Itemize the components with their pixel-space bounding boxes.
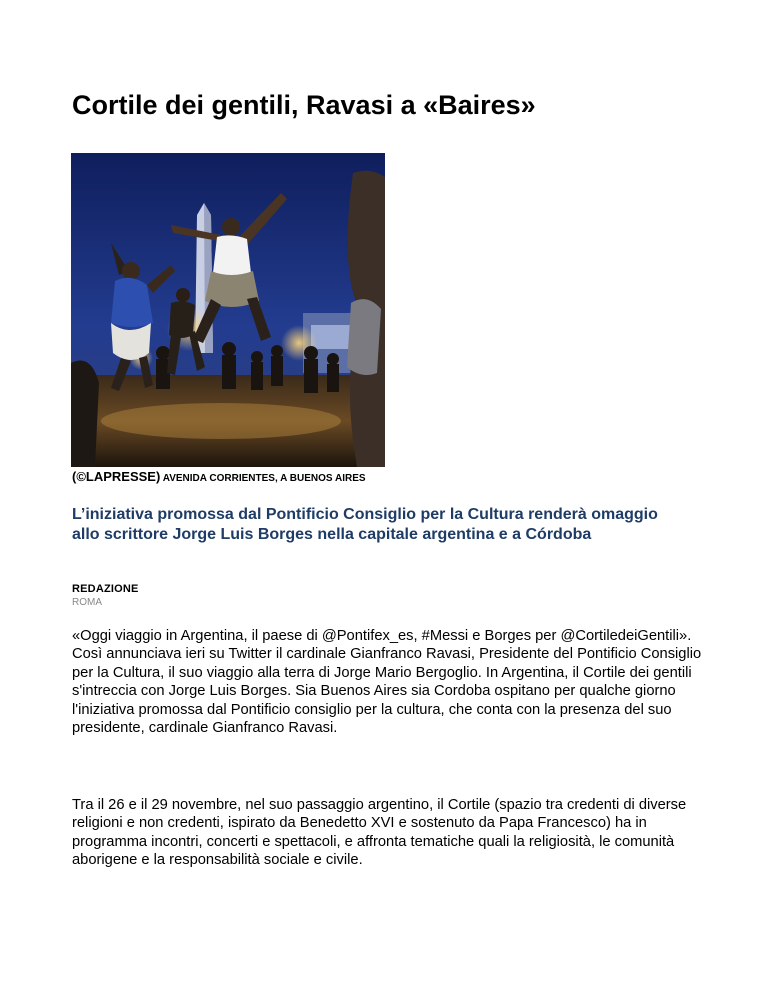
article-subtitle: L’iniziativa promossa dal Pontificio Consiglio per la Cultura renderà omaggio allo scrittore Jorge Luis Borges nella capitale argentina e a Córdoba bbox=[72, 506, 658, 543]
article-paragraph-2: Tra il 26 e il 29 novembre, nel suo passaggio argentino, il Cortile (spazio tra credenti di diverse religioni e non credenti, ispirato da Benedetto XVI e sostenuto da Papa Francesco) ha in programma incontri, concerti e spettacoli, e affronta tematiche quali la religiosità, le comunità aborigene e la responsabilità sociale e civile. bbox=[72, 797, 687, 869]
photo-caption-text: AVENIDA CORRIENTES, A BUENOS AIRES bbox=[162, 473, 366, 484]
author-byline: REDAZIONE bbox=[72, 583, 139, 595]
article-location: ROMA bbox=[72, 597, 102, 608]
photo-caption bbox=[72, 469, 366, 487]
article-title: Cortile dei gentili, Ravasi a «Baires» bbox=[72, 90, 536, 120]
photo-credit: (©LAPRESSE) bbox=[72, 469, 161, 484]
article-photo bbox=[71, 153, 385, 467]
article-paragraph-1: «Oggi viaggio in Argentina, il paese di @Pontifex_es, #Messi e Borges per @CortiledeiGentili». Così annunciava ieri su Twitter il cardinale Gianfranco Ravasi, Presidente del Pontificio Consiglio per la Cultura, il suo viaggio alla terra di Jorge Mario Bergoglio. In Argentina, il Cortile dei gentili s'intreccia con Jorge Luis Borges. Sia Buenos Aires sia Cordoba ospitano per qualche giorno l'iniziativa promossa dal Pontificio consiglio per la cultura, che conta con la presenza del suo presidente, cardinale Gianfranco Ravasi. bbox=[72, 628, 702, 737]
